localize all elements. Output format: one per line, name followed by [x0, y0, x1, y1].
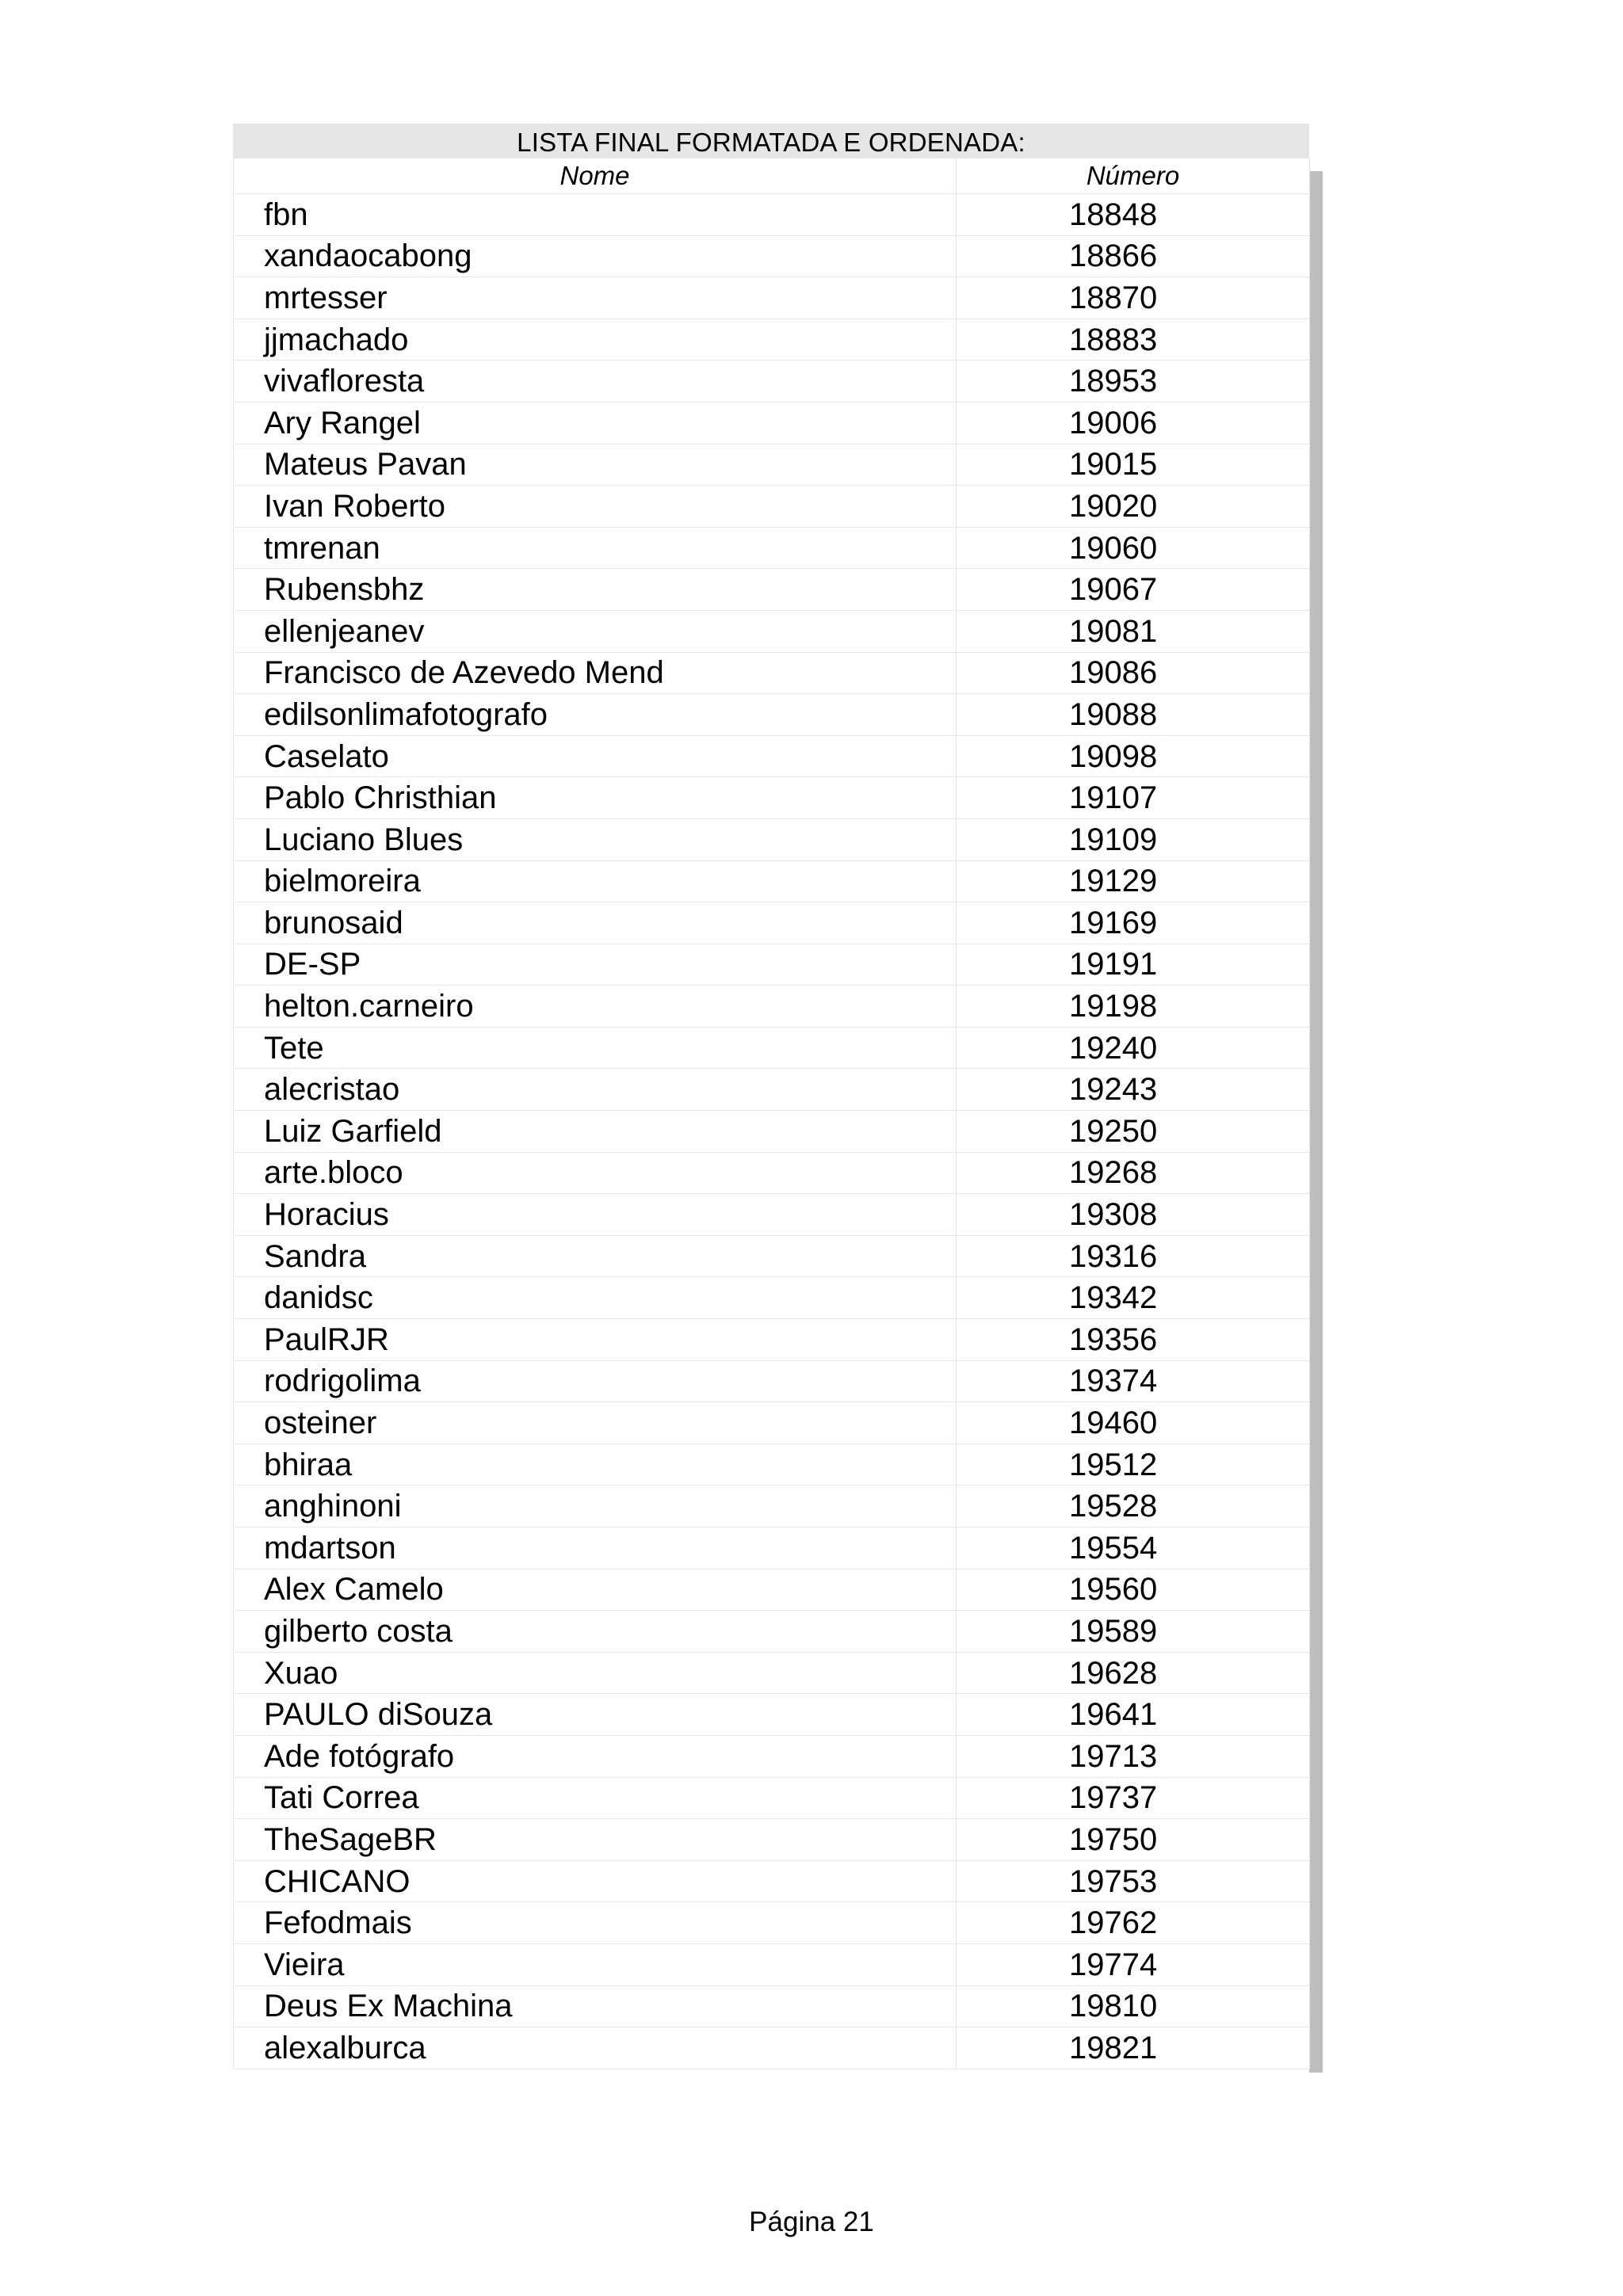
table-row	[234, 1569, 1310, 1611]
table-row	[234, 569, 1310, 611]
row-number: 19198	[957, 986, 1310, 1028]
table-row	[234, 652, 1310, 694]
table-row	[234, 1319, 1310, 1361]
row-number: 19006	[957, 402, 1310, 444]
table-row	[234, 818, 1310, 860]
spreadsheet-table	[233, 124, 1309, 2069]
row-number: 18848	[957, 194, 1310, 236]
row-name: Tete	[234, 1027, 957, 1069]
row-number: 19560	[957, 1569, 1310, 1611]
row-name: helton.carneiro	[234, 986, 957, 1028]
row-number: 19589	[957, 1611, 1310, 1653]
table-row	[234, 986, 1310, 1028]
row-number: 19107	[957, 777, 1310, 819]
row-number: 19109	[957, 818, 1310, 860]
table-row	[234, 444, 1310, 486]
table-row	[234, 1735, 1310, 1777]
table-row	[234, 694, 1310, 736]
row-number: 19169	[957, 902, 1310, 944]
row-number: 19129	[957, 860, 1310, 902]
table-row	[234, 1527, 1310, 1569]
row-name: vivafloresta	[234, 360, 957, 402]
row-number: 18866	[957, 235, 1310, 277]
row-name: alecristao	[234, 1069, 957, 1111]
row-name: alexalburca	[234, 2027, 957, 2069]
row-number: 18870	[957, 277, 1310, 319]
row-number: 19753	[957, 1860, 1310, 1902]
table-row	[234, 944, 1310, 986]
row-name: Xuao	[234, 1652, 957, 1694]
table-row	[234, 777, 1310, 819]
row-number: 19067	[957, 569, 1310, 611]
row-name: danidsc	[234, 1277, 957, 1319]
table-row	[234, 735, 1310, 777]
table-row	[234, 1943, 1310, 1985]
table-row	[234, 610, 1310, 652]
table-row	[234, 1027, 1310, 1069]
table-row	[234, 1486, 1310, 1527]
row-name: arte.bloco	[234, 1152, 957, 1194]
table-row	[234, 1402, 1310, 1444]
row-number: 19774	[957, 1943, 1310, 1985]
row-number: 19528	[957, 1486, 1310, 1527]
row-number: 19356	[957, 1319, 1310, 1361]
table-row	[234, 1819, 1310, 1861]
table-shadow	[1309, 171, 1323, 2073]
table-row	[234, 1444, 1310, 1486]
row-number: 19762	[957, 1902, 1310, 1944]
row-number: 19243	[957, 1069, 1310, 1111]
row-name: CHICANO	[234, 1860, 957, 1902]
row-number: 19191	[957, 944, 1310, 986]
row-name: Caselato	[234, 735, 957, 777]
row-name: Pablo Christhian	[234, 777, 957, 819]
table-row	[234, 902, 1310, 944]
table-row	[234, 1777, 1310, 1819]
page-number: Página 21	[749, 2206, 874, 2237]
row-name: brunosaid	[234, 902, 957, 944]
row-number: 19316	[957, 1235, 1310, 1277]
header-row	[234, 158, 1310, 194]
row-number: 19512	[957, 1444, 1310, 1486]
table-row	[234, 1194, 1310, 1236]
table-row	[234, 1277, 1310, 1319]
row-number: 19086	[957, 652, 1310, 694]
row-name: Luiz Garfield	[234, 1111, 957, 1153]
table-row	[234, 860, 1310, 902]
row-number: 19268	[957, 1152, 1310, 1194]
row-name: Alex Camelo	[234, 1569, 957, 1611]
table-row	[234, 527, 1310, 569]
table-row	[234, 1152, 1310, 1194]
table-row	[234, 1985, 1310, 2027]
table-row	[234, 194, 1310, 236]
row-number: 19750	[957, 1819, 1310, 1861]
row-number: 19088	[957, 694, 1310, 736]
row-name: anghinoni	[234, 1486, 957, 1527]
table-row	[234, 2027, 1310, 2069]
row-name: tmrenan	[234, 527, 957, 569]
table-row	[234, 1069, 1310, 1111]
column-header-name: Nome	[234, 158, 957, 194]
row-name: Ade fotógrafo	[234, 1735, 957, 1777]
row-name: jjmachado	[234, 318, 957, 360]
row-name: Vieira	[234, 1943, 957, 1985]
table-row	[234, 277, 1310, 319]
row-name: mdartson	[234, 1527, 957, 1569]
row-name: PaulRJR	[234, 1319, 957, 1361]
row-number: 19641	[957, 1694, 1310, 1736]
row-number: 19460	[957, 1402, 1310, 1444]
row-name: DE-SP	[234, 944, 957, 986]
table-row	[234, 318, 1310, 360]
row-number: 19374	[957, 1360, 1310, 1402]
row-name: mrtesser	[234, 277, 957, 319]
table-row	[234, 1694, 1310, 1736]
row-name: bhiraa	[234, 1444, 957, 1486]
row-number: 19713	[957, 1735, 1310, 1777]
row-number: 18953	[957, 360, 1310, 402]
table-row	[234, 402, 1310, 444]
row-number: 19821	[957, 2027, 1310, 2069]
row-name: Ivan Roberto	[234, 486, 957, 528]
row-name: rodrigolima	[234, 1360, 957, 1402]
row-name: osteiner	[234, 1402, 957, 1444]
row-name: Horacius	[234, 1194, 957, 1236]
row-number: 19098	[957, 735, 1310, 777]
row-name: xandaocabong	[234, 235, 957, 277]
row-number: 19554	[957, 1527, 1310, 1569]
row-name: Luciano Blues	[234, 818, 957, 860]
row-name: fbn	[234, 194, 957, 236]
table-row	[234, 1611, 1310, 1653]
row-number: 19628	[957, 1652, 1310, 1694]
row-name: Fefodmais	[234, 1902, 957, 1944]
row-name: PAULO diSouza	[234, 1694, 957, 1736]
row-number: 19015	[957, 444, 1310, 486]
row-name: Ary Rangel	[234, 402, 957, 444]
table-row	[234, 1360, 1310, 1402]
row-name: Mateus Pavan	[234, 444, 957, 486]
row-number: 18883	[957, 318, 1310, 360]
row-number: 19810	[957, 1985, 1310, 2027]
row-number: 19250	[957, 1111, 1310, 1153]
table-row	[234, 235, 1310, 277]
table-row	[234, 486, 1310, 528]
row-name: gilberto costa	[234, 1611, 957, 1653]
row-name: Francisco de Azevedo Mend	[234, 652, 957, 694]
table-row	[234, 1235, 1310, 1277]
row-name: Tati Correa	[234, 1777, 957, 1819]
table-row	[234, 1111, 1310, 1153]
row-name: edilsonlimafotografo	[234, 694, 957, 736]
row-number: 19240	[957, 1027, 1310, 1069]
row-name: Rubensbhz	[234, 569, 957, 611]
table-row	[234, 1652, 1310, 1694]
name-number-table	[233, 158, 1310, 2069]
table-row	[234, 1860, 1310, 1902]
row-number: 19081	[957, 610, 1310, 652]
table-title: LISTA FINAL FORMATADA E ORDENADA:	[233, 124, 1309, 158]
row-name: TheSageBR	[234, 1819, 957, 1861]
row-number: 19060	[957, 527, 1310, 569]
row-name: Deus Ex Machina	[234, 1985, 957, 2027]
row-name: Sandra	[234, 1235, 957, 1277]
row-number: 19020	[957, 486, 1310, 528]
row-number: 19737	[957, 1777, 1310, 1819]
row-number: 19308	[957, 1194, 1310, 1236]
row-name: bielmoreira	[234, 860, 957, 902]
column-header-number: Número	[957, 158, 1310, 194]
table-row	[234, 1902, 1310, 1944]
row-name: ellenjeanev	[234, 610, 957, 652]
table-row	[234, 360, 1310, 402]
row-number: 19342	[957, 1277, 1310, 1319]
